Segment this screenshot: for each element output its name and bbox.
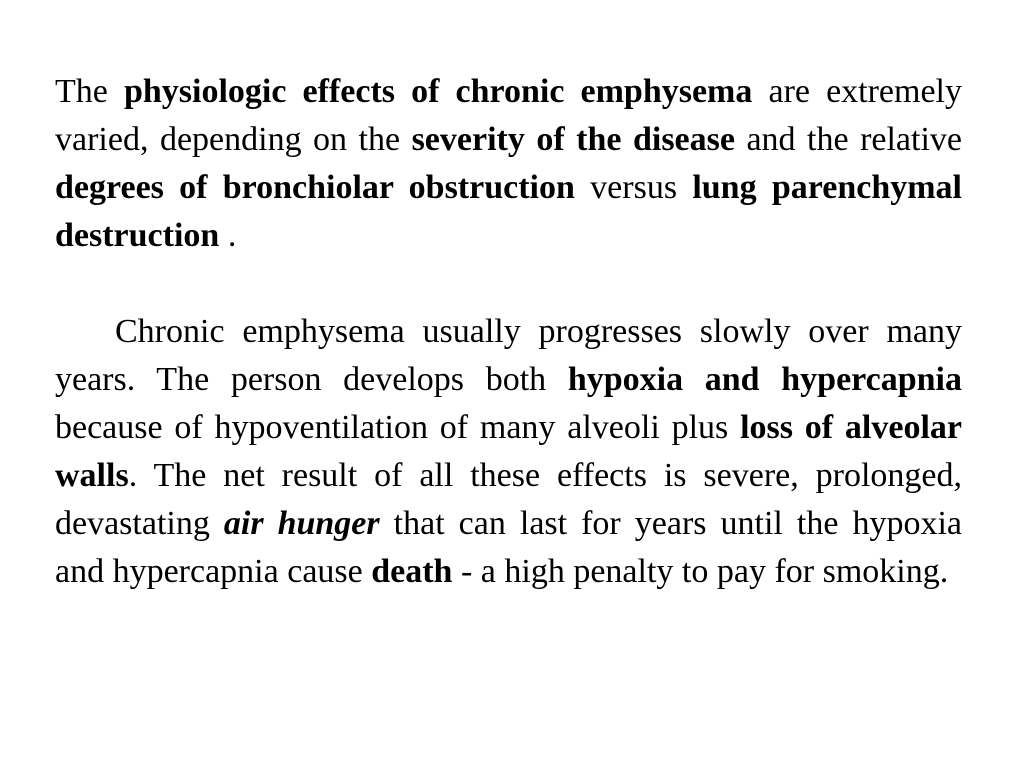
text-segment: are extremely varied, depending on the bbox=[55, 73, 963, 158]
paragraph-progression bbox=[55, 308, 962, 596]
text-segment: . bbox=[219, 217, 237, 254]
text-segment: The bbox=[55, 73, 124, 110]
emphasis-physiologic-effects: physiologic effects of chronic emphysema bbox=[123, 73, 753, 110]
text-segment: that can last for years until the hypoxia and hypercapnia cause bbox=[55, 505, 963, 590]
text-segment: versus bbox=[574, 169, 693, 206]
text-segment: Chronic emphysema usually progresses slowly over many years. The person develops both bbox=[55, 313, 962, 398]
emphasis-bronchiolar-obstruction: degrees of bronchiolar obstruction bbox=[55, 169, 575, 206]
text-segment: - a high penalty to pay for smoking. bbox=[452, 553, 949, 590]
emphasis-hypoxia-hypercapnia: hypoxia and hypercapnia bbox=[567, 361, 962, 398]
emphasis-parenchymal-destruction: lung parenchymal destruction bbox=[55, 169, 962, 254]
text-segment: . The net result of all these effects is severe, prolonged, devastating bbox=[55, 457, 962, 542]
paragraph-physiologic-effects bbox=[55, 68, 962, 260]
text-segment: because of hypoventilation of many alveoli plus bbox=[55, 409, 741, 446]
emphasis-severity: severity of the disease bbox=[411, 121, 735, 158]
text-segment: and the relative bbox=[734, 121, 962, 158]
emphasis-loss-alveolar-walls: loss of alveolar walls bbox=[55, 409, 963, 494]
emphasis-air-hunger: air hunger bbox=[223, 505, 380, 542]
slide-body bbox=[55, 68, 962, 596]
emphasis-death: death bbox=[371, 553, 453, 590]
